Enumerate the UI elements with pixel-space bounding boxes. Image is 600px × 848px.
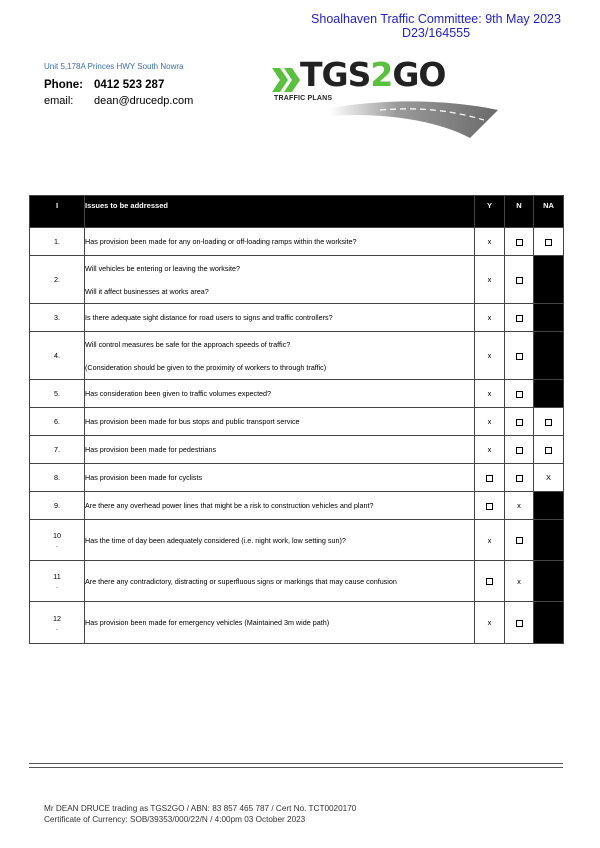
row-y-cell[interactable] [475, 520, 505, 561]
row-y-cell[interactable] [475, 408, 505, 436]
row-y-cell[interactable] [475, 602, 505, 644]
row-issue [85, 520, 475, 561]
row-issue [85, 602, 475, 644]
row-number: 12 . [30, 602, 85, 644]
row-y-cell[interactable] [475, 464, 505, 492]
check-mark: x [517, 576, 521, 586]
checkbox-icon[interactable] [545, 447, 552, 454]
check-mark: x [487, 351, 492, 360]
row-n-cell[interactable] [505, 304, 534, 332]
row-n-cell[interactable] [505, 256, 534, 304]
row-na-cell[interactable] [534, 228, 564, 256]
row-issue [85, 492, 475, 520]
checkbox-icon[interactable] [486, 578, 493, 585]
document-reference: D23/164555 [401, 26, 471, 40]
footer-trading-line: Mr DEAN DRUCE trading as TGS2GO / ABN: 83 857 465 787 / Cert No. TCT0020170 [44, 804, 357, 813]
check-mark: x [487, 313, 492, 322]
row-issue [85, 256, 475, 304]
issue-text: Has provision been made for pedestrians [85, 445, 217, 454]
issue-text: (Consideration should be given to the proximity of workers to through traffic) [85, 362, 327, 372]
issue-text: Has provision been made for cyclists [85, 473, 203, 482]
check-mark: x [487, 417, 492, 426]
row-n-cell[interactable] [505, 228, 534, 256]
header-issue: Issues to be addressed [85, 196, 475, 228]
checkbox-icon[interactable] [516, 447, 523, 454]
row-na-cell [534, 304, 564, 332]
issue-text: Has the time of day been adequately considered (i.e. night work, low setting sun)? [85, 535, 346, 545]
check-mark: x [487, 275, 492, 284]
row-n-cell[interactable] [505, 464, 534, 492]
checkbox-icon[interactable] [486, 503, 493, 510]
logo-subtitle: TRAFFIC PLANS [274, 95, 333, 102]
row-issue [85, 436, 475, 464]
row-number: 9. [30, 492, 85, 520]
row-na-cell [534, 602, 564, 644]
check-mark: x [517, 501, 521, 510]
check-mark: x [487, 237, 492, 246]
row-number: 8. [30, 464, 85, 492]
row-issue [85, 464, 475, 492]
header-yes: Y [475, 196, 505, 228]
row-number: 4. [30, 332, 85, 380]
issue-text: Has consideration been given to traffic volumes expected? [85, 389, 272, 398]
row-y-cell[interactable] [475, 332, 505, 380]
issue-text: Are there any overhead power lines that might be a risk to construction vehicles and plant? [85, 501, 374, 510]
row-y-cell[interactable] [475, 256, 505, 304]
table-row [30, 561, 564, 602]
checkbox-icon[interactable] [545, 239, 552, 246]
checkbox-icon[interactable] [486, 475, 493, 482]
table-row [30, 380, 564, 408]
row-na-cell[interactable] [534, 408, 564, 436]
row-issue [85, 228, 475, 256]
row-n-cell[interactable] [505, 436, 534, 464]
row-n-cell[interactable] [505, 332, 534, 380]
company-address: Unit 5,178A Princes HWY South Nowra [44, 62, 184, 71]
committee-stamp [286, 12, 586, 40]
header-no: N [505, 196, 534, 228]
row-issue [85, 561, 475, 602]
row-number: 2. [30, 256, 85, 304]
footer-currency-line: Certificate of Currency: SOB/39353/000/22/N / 4:00pm 03 October 2023 [44, 815, 306, 824]
checkbox-icon[interactable] [516, 419, 523, 426]
issue-text: Is there adequate sight distance for road users to signs and traffic controllers? [85, 313, 333, 322]
check-mark: x [487, 389, 492, 398]
email-row [44, 93, 193, 109]
checkbox-icon[interactable] [516, 391, 523, 398]
row-n-cell[interactable] [505, 380, 534, 408]
footer [44, 803, 356, 825]
row-y-cell[interactable] [475, 561, 505, 602]
issue-text: Will vehicles be entering or leaving the worksite? [85, 263, 241, 273]
row-n-cell[interactable] [505, 561, 534, 602]
row-issue [85, 332, 475, 380]
table-row [30, 256, 564, 304]
row-n-cell[interactable] [505, 492, 534, 520]
issue-text: Will it affect businesses at works area? [85, 286, 209, 296]
chevron-1-icon [272, 68, 288, 92]
table-row [30, 228, 564, 256]
row-issue [85, 304, 475, 332]
footer-divider-bottom [29, 767, 563, 768]
checkbox-icon[interactable] [545, 419, 552, 426]
email-address: dean@drucedp.com [94, 95, 194, 107]
row-na-cell [534, 380, 564, 408]
table-row [30, 464, 564, 492]
checkbox-icon[interactable] [516, 537, 523, 544]
row-y-cell[interactable] [475, 228, 505, 256]
row-na-cell [534, 561, 564, 602]
table-row [30, 602, 564, 644]
tgs2go-logo [270, 55, 500, 140]
checkbox-icon[interactable] [516, 315, 523, 322]
row-number: 11 . [30, 561, 85, 602]
table-row [30, 436, 564, 464]
row-number: 5. [30, 380, 85, 408]
checkbox-icon[interactable] [516, 277, 523, 284]
row-na-cell [534, 256, 564, 304]
issue-text: Has provision been made for any on-loading or off-loading ramps within the worksite? [85, 237, 357, 246]
check-mark: x [487, 445, 492, 454]
issues-checklist-table [29, 195, 564, 644]
header-index: I [30, 196, 85, 228]
table-row [30, 520, 564, 561]
row-na-cell [534, 492, 564, 520]
table-row [30, 304, 564, 332]
committee-meeting-line: Shoalhaven Traffic Committee: 9th May 2023 [311, 12, 561, 26]
contact-block [44, 62, 193, 109]
table-header-row [30, 196, 564, 228]
row-number: 1. [30, 228, 85, 256]
check-mark: x [487, 618, 492, 627]
row-number: 6. [30, 408, 85, 436]
row-number: 10 . [30, 520, 85, 561]
check-mark: X [545, 473, 551, 482]
footer-divider-top [29, 763, 563, 764]
phone-row [44, 77, 193, 93]
row-n-cell[interactable] [505, 602, 534, 644]
table-row [30, 492, 564, 520]
row-y-cell[interactable] [475, 436, 505, 464]
issue-text: Are there any contradictory, distracting or superfluous signs or markings that may cause confusion [85, 576, 397, 586]
row-n-cell[interactable] [505, 520, 534, 561]
check-mark: x [487, 535, 492, 545]
checkbox-icon[interactable] [516, 475, 523, 482]
issue-text: Will control measures be safe for the approach speeds of traffic? [85, 339, 291, 349]
issue-text: Has provision been made for emergency vehicles (Maintained 3m wide path) [85, 618, 330, 627]
row-na-cell [534, 332, 564, 380]
phone-label: Phone: [44, 79, 83, 91]
table-row [30, 332, 564, 380]
row-na-cell[interactable] [534, 464, 564, 492]
row-na-cell [534, 520, 564, 561]
row-na-cell[interactable] [534, 436, 564, 464]
row-n-cell[interactable] [505, 408, 534, 436]
phone-number: 0412 523 287 [94, 79, 165, 91]
row-issue [85, 380, 475, 408]
email-label: email: [44, 95, 74, 107]
checkbox-icon[interactable] [516, 620, 523, 627]
checkbox-icon[interactable] [516, 353, 523, 360]
row-number: 7. [30, 436, 85, 464]
row-y-cell[interactable] [475, 380, 505, 408]
row-y-cell[interactable] [475, 304, 505, 332]
row-number: 3. [30, 304, 85, 332]
row-issue [85, 408, 475, 436]
row-y-cell[interactable] [475, 492, 505, 520]
checkbox-icon[interactable] [516, 239, 523, 246]
table-row [30, 408, 564, 436]
header-na: NA [534, 196, 564, 228]
issue-text: Has provision been made for bus stops and public transport service [85, 417, 300, 426]
logo-wordmark: TGS2GO [300, 55, 446, 94]
